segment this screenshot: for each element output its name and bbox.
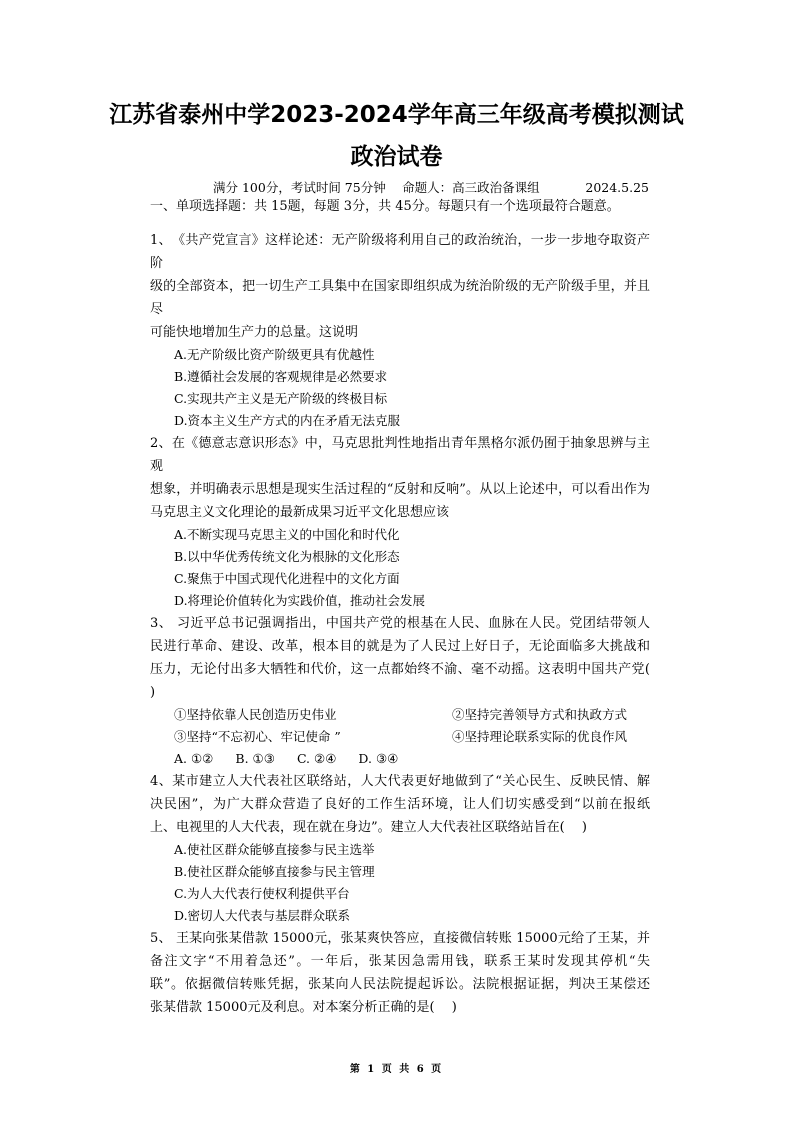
exam-subtitle: 政治试卷: [350, 144, 443, 170]
question-text: 可能快地增加生产力的总量。这说明: [150, 325, 359, 340]
question-text: 民进行革命、建设、改革，根本目的就是为了人民过上好日子，无论面临多大挑战和: [150, 639, 650, 654]
option-b: B.遵循社会发展的客观规律是必然要求: [174, 369, 388, 384]
question-text: 张某借款 15000元及利息。对本案分析正确的是( ): [150, 1000, 457, 1015]
question-4: [150, 770, 650, 927]
option-c: C.聚焦于中国式现代化进程中的文化方面: [174, 571, 400, 586]
question-text: 4、某市建立人大代表社区联络站，人大代表更好地做到了“关心民生、反映民情、解: [150, 774, 650, 789]
exam-body: [150, 197, 650, 1019]
question-3: [150, 612, 650, 770]
statement-list: [174, 704, 650, 748]
statement-3: ③坚持“不忘初心、牢记使命 ”: [174, 729, 341, 744]
statement-2: ②坚持完善领导方式和执政方式: [452, 707, 628, 722]
page-footer: 第 1 页 共 6 页: [349, 1064, 444, 1075]
question-text: 联”。依据微信转账凭据，张某向人民法院提起诉讼。法院根据证据，判决王某偿还: [150, 977, 650, 992]
option-d: D.密切人大代表与基层群众联系: [174, 908, 351, 923]
question-1: [150, 229, 650, 432]
question-text: ): [150, 685, 156, 700]
option-c: C. ②④: [296, 751, 337, 766]
question-text: 压力，无论付出多大牺牲和代价，这一点都始终不渝、毫不动摇。这表明中国共产党(: [150, 662, 650, 677]
option-b: B.使社区群众能够直接参与民主管理: [174, 864, 375, 879]
question-text: 级的全部资本，把一切生产工具集中在国家即组织成为统治阶级的无产阶级手里，并且尽: [150, 279, 650, 317]
option-list: [174, 748, 650, 770]
question-text: 3、 习近平总书记强调指出，中国共产党的根基在人民、血脉在人民。党团结带领人: [150, 616, 650, 631]
question-5: [150, 927, 650, 1019]
exam-meta-row: [213, 179, 649, 197]
question-text: 5、 王某向张某借款 15000元，张某爽快答应，直接微信转账 15000元给了王某，并: [150, 931, 650, 946]
question-text: 备注文字“不用着急还”。一年后，张某因急需用钱，联系王某时发现其停机“失: [150, 954, 650, 969]
statement-4: ④坚持理论联系实际的优良作风: [452, 729, 628, 744]
option-b: B.以中华优秀传统文化为根脉的文化形态: [174, 549, 400, 564]
option-d: D.将理论价值转化为实践价值，推动社会发展: [174, 593, 426, 608]
statement-1: ①坚持依靠人民创造历史伟业: [174, 707, 337, 722]
option-c: C.为人大代表行使权利提供平台: [174, 886, 350, 901]
question-text: 决民困”，为广大群众营造了良好的工作生活环境，让人们切实感受到“以前在报纸: [150, 797, 650, 812]
question-text: 上、电视里的人大代表，现在就在身边”。建立人大代表社区联络站旨在( ): [150, 820, 587, 835]
option-a: A.使社区群众能够直接参与民主选举: [174, 842, 375, 857]
question-text: 2、在《德意志意识形态》中，马克思批判性地指出青年黑格尔派仍囿于抽象思辨与主观: [150, 436, 650, 474]
option-d: D. ③④: [358, 751, 399, 766]
question-text: 1、 《共产党宣言》这样论述：无产阶级将利用自己的政治统治，一步一步地夺取资产阶: [150, 233, 650, 271]
question-text: 想象，并明确表示思想是现实生活过程的“反射和反响”。从以上论述中，可以看出作为: [150, 482, 650, 497]
question-text: 马克思主义文化理论的最新成果习近平文化思想应该: [150, 505, 450, 520]
option-b: B. ①③: [235, 751, 275, 766]
option-d: D.资本主义生产方式的内在矛盾无法克服: [174, 413, 401, 428]
exam-date: 2024.5.25: [585, 180, 649, 195]
question-2: [150, 432, 650, 612]
option-a: A.无产阶级比资产阶级更具有优越性: [174, 347, 375, 362]
option-c: C.实现共产主义是无产阶级的终极目标: [174, 391, 388, 406]
exam-title: 江苏省泰州中学2023-2024学年高三年级高考模拟测试: [109, 102, 684, 128]
option-a: A. ①②: [174, 751, 214, 766]
exam-meta: 满分 100分，考试时间 75分钟 命题人：高三政治备课组: [213, 180, 540, 195]
section-heading: 一、单项选择题：共 15题，每题 3分，共 45分。每题只有一个选项最符合题意。: [150, 199, 620, 214]
option-a: A.不断实现马克思主义的中国化和时代化: [174, 527, 400, 542]
